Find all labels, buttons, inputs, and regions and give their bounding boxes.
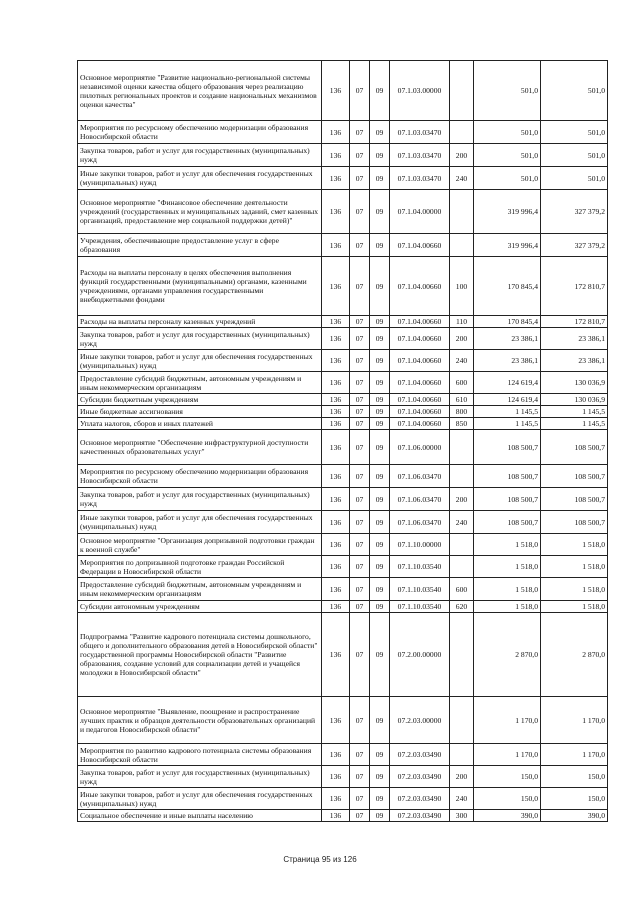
row-section-code: 07 [350,167,370,190]
row-subsection-code: 09 [370,61,390,121]
row-amount-second-year: 1 170,0 [541,744,608,766]
row-expense-type-code: 620 [450,601,474,613]
row-amount-second-year: 1 518,0 [541,534,608,556]
row-name: Иные закупки товаров, работ и услуг для обеспечения государственных (муниципальных) нужд [78,350,322,372]
row-amount-first-year: 390,0 [474,810,541,822]
row-target-item-code: 07.1.04.00660 [390,406,450,418]
row-section-code: 07 [350,430,370,465]
row-section-code: 07 [350,190,370,234]
row-amount-first-year: 501,0 [474,167,541,190]
row-target-item-code: 07.2.03.03490 [390,788,450,810]
row-section-code: 07 [350,511,370,534]
row-amount-first-year: 1 145,5 [474,418,541,430]
row-amount-first-year: 23 386,1 [474,350,541,372]
row-amount-second-year: 327 379,2 [541,190,608,234]
row-grbs-code: 136 [322,465,350,488]
row-amount-second-year: 172 810,7 [541,257,608,316]
row-amount-second-year: 150,0 [541,766,608,788]
row-subsection-code: 09 [370,406,390,418]
row-subsection-code: 09 [370,534,390,556]
row-subsection-code: 09 [370,234,390,257]
row-target-item-code: 07.1.10.03540 [390,578,450,601]
row-subsection-code: 09 [370,372,390,394]
row-expense-type-code: 200 [450,488,474,511]
row-grbs-code: 136 [322,601,350,613]
row-expense-type-code [450,190,474,234]
row-grbs-code: 136 [322,613,350,697]
row-name: Подпрограмма "Развитие кадрового потенциала системы дошкольного, общего и дополнительного образования детей в Новосибирской области" государственной программы Новосибирской области "Развитие образования, создание условий для социализации детей и учащейся молодежи в Новосибирской области" [78,613,322,697]
row-expense-type-code [450,744,474,766]
row-section-code: 07 [350,810,370,822]
row-subsection-code: 09 [370,144,390,167]
row-amount-second-year: 501,0 [541,144,608,167]
row-grbs-code: 136 [322,394,350,406]
row-section-code: 07 [350,766,370,788]
row-section-code: 07 [350,601,370,613]
row-amount-first-year: 124 619,4 [474,372,541,394]
table-row [78,61,608,121]
row-amount-first-year: 319 996,4 [474,190,541,234]
row-section-code: 07 [350,556,370,578]
row-section-code: 07 [350,328,370,350]
row-expense-type-code [450,465,474,488]
budget-table-body [78,61,608,822]
row-grbs-code: 136 [322,556,350,578]
row-amount-first-year: 1 170,0 [474,697,541,744]
page-number-footer: Страница 95 из 126 [283,855,357,864]
row-section-code: 07 [350,257,370,316]
row-amount-second-year: 23 386,1 [541,328,608,350]
row-expense-type-code: 240 [450,511,474,534]
table-row [78,406,608,418]
row-grbs-code: 136 [322,234,350,257]
row-section-code: 07 [350,488,370,511]
row-target-item-code: 07.2.00.00000 [390,613,450,697]
row-target-item-code: 07.1.03.03470 [390,144,450,167]
row-name: Субсидии бюджетным учреждениям [78,394,322,406]
row-amount-second-year: 501,0 [541,61,608,121]
row-expense-type-code: 300 [450,810,474,822]
row-amount-first-year: 170 845,4 [474,257,541,316]
table-row [78,430,608,465]
row-amount-first-year: 108 500,7 [474,511,541,534]
row-amount-first-year: 23 386,1 [474,328,541,350]
row-subsection-code: 09 [370,766,390,788]
row-target-item-code: 07.2.03.03490 [390,766,450,788]
row-amount-second-year: 1 145,5 [541,406,608,418]
row-subsection-code: 09 [370,744,390,766]
row-expense-type-code: 800 [450,406,474,418]
row-subsection-code: 09 [370,167,390,190]
table-row [78,766,608,788]
row-name: Уплата налогов, сборов и иных платежей [78,418,322,430]
row-grbs-code: 136 [322,316,350,328]
table-row [78,488,608,511]
row-target-item-code: 07.1.03.03470 [390,167,450,190]
row-grbs-code: 136 [322,578,350,601]
row-target-item-code: 07.1.04.00660 [390,316,450,328]
row-target-item-code: 07.1.04.00660 [390,394,450,406]
row-expense-type-code [450,121,474,144]
row-amount-second-year: 501,0 [541,121,608,144]
row-section-code: 07 [350,234,370,257]
table-row [78,578,608,601]
row-amount-second-year: 108 500,7 [541,465,608,488]
row-expense-type-code: 100 [450,257,474,316]
row-amount-first-year: 1 518,0 [474,601,541,613]
row-section-code: 07 [350,144,370,167]
row-section-code: 07 [350,316,370,328]
row-name: Расходы на выплаты персоналу казенных учреждений [78,316,322,328]
row-subsection-code: 09 [370,328,390,350]
row-grbs-code: 136 [322,697,350,744]
table-row [78,316,608,328]
row-subsection-code: 09 [370,350,390,372]
row-target-item-code: 07.1.06.03470 [390,511,450,534]
row-section-code: 07 [350,372,370,394]
row-subsection-code: 09 [370,578,390,601]
row-expense-type-code: 850 [450,418,474,430]
row-target-item-code: 07.2.03.03490 [390,810,450,822]
row-amount-second-year: 1 145,5 [541,418,608,430]
row-name: Основное мероприятие "Организация допризывной подготовки граждан к военной службе" [78,534,322,556]
row-target-item-code: 07.1.04.00660 [390,257,450,316]
row-name: Иные закупки товаров, работ и услуг для обеспечения государственных (муниципальных) нужд [78,167,322,190]
row-target-item-code: 07.1.04.00660 [390,234,450,257]
row-expense-type-code: 200 [450,144,474,167]
row-amount-second-year: 172 810,7 [541,316,608,328]
row-expense-type-code [450,613,474,697]
table-row [78,788,608,810]
row-subsection-code: 09 [370,190,390,234]
row-amount-first-year: 501,0 [474,61,541,121]
row-expense-type-code: 600 [450,578,474,601]
row-name: Закупка товаров, работ и услуг для государственных (муниципальных) нужд [78,766,322,788]
row-subsection-code: 09 [370,257,390,316]
row-amount-second-year: 130 036,9 [541,372,608,394]
row-amount-second-year: 1 518,0 [541,578,608,601]
row-section-code: 07 [350,534,370,556]
row-grbs-code: 136 [322,406,350,418]
table-row [78,556,608,578]
table-row [78,144,608,167]
table-row [78,328,608,350]
row-target-item-code: 07.1.04.00660 [390,372,450,394]
row-amount-first-year: 108 500,7 [474,430,541,465]
row-name: Субсидии автономным учреждениям [78,601,322,613]
table-row [78,810,608,822]
row-amount-second-year: 108 500,7 [541,488,608,511]
row-expense-type-code: 610 [450,394,474,406]
row-target-item-code: 07.2.03.00000 [390,697,450,744]
row-target-item-code: 07.1.04.00000 [390,190,450,234]
row-expense-type-code [450,61,474,121]
row-expense-type-code [450,234,474,257]
row-amount-second-year: 1 170,0 [541,697,608,744]
row-section-code: 07 [350,418,370,430]
row-target-item-code: 07.1.04.00660 [390,350,450,372]
row-expense-type-code [450,697,474,744]
row-target-item-code: 07.1.10.00000 [390,534,450,556]
table-row [78,372,608,394]
row-target-item-code: 07.1.04.00660 [390,328,450,350]
table-row [78,234,608,257]
row-amount-second-year: 23 386,1 [541,350,608,372]
row-expense-type-code [450,534,474,556]
row-amount-first-year: 319 996,4 [474,234,541,257]
row-section-code: 07 [350,613,370,697]
row-expense-type-code: 600 [450,372,474,394]
row-section-code: 07 [350,350,370,372]
row-section-code: 07 [350,406,370,418]
row-amount-first-year: 124 619,4 [474,394,541,406]
table-row [78,394,608,406]
row-section-code: 07 [350,61,370,121]
row-subsection-code: 09 [370,613,390,697]
row-subsection-code: 09 [370,488,390,511]
row-name: Предоставление субсидий бюджетным, автономным учреждениям и иным некоммерческим организациям [78,578,322,601]
row-grbs-code: 136 [322,418,350,430]
row-expense-type-code: 110 [450,316,474,328]
row-amount-first-year: 1 518,0 [474,556,541,578]
row-name: Иные закупки товаров, работ и услуг для обеспечения государственных (муниципальных) нужд [78,788,322,810]
row-name: Расходы на выплаты персоналу в целях обеспечения выполнения функций государственными (муниципальными) органами, казенными учреждениями, органами управления государственными внебюджетными фондами [78,257,322,316]
row-grbs-code: 136 [322,534,350,556]
row-grbs-code: 136 [322,372,350,394]
row-grbs-code: 136 [322,488,350,511]
row-grbs-code: 136 [322,61,350,121]
row-target-item-code: 07.1.06.00000 [390,430,450,465]
row-expense-type-code [450,430,474,465]
table-row [78,190,608,234]
row-section-code: 07 [350,394,370,406]
table-row [78,613,608,697]
table-row [78,534,608,556]
table-row [78,744,608,766]
row-subsection-code: 09 [370,418,390,430]
row-amount-second-year: 108 500,7 [541,430,608,465]
row-expense-type-code: 240 [450,788,474,810]
row-target-item-code: 07.1.06.03470 [390,488,450,511]
row-name: Закупка товаров, работ и услуг для государственных (муниципальных) нужд [78,144,322,167]
row-expense-type-code: 200 [450,328,474,350]
row-amount-second-year: 130 036,9 [541,394,608,406]
row-amount-second-year: 327 379,2 [541,234,608,257]
row-name: Закупка товаров, работ и услуг для государственных (муниципальных) нужд [78,328,322,350]
row-grbs-code: 136 [322,121,350,144]
row-amount-second-year: 501,0 [541,167,608,190]
row-name: Основное мероприятие "Обеспечение инфраструктурной доступности качественных образовательных услуг" [78,430,322,465]
row-grbs-code: 136 [322,144,350,167]
row-subsection-code: 09 [370,430,390,465]
row-name: Закупка товаров, работ и услуг для государственных (муниципальных) нужд [78,488,322,511]
row-amount-first-year: 108 500,7 [474,465,541,488]
row-amount-second-year: 150,0 [541,788,608,810]
table-row [78,121,608,144]
row-amount-first-year: 2 870,0 [474,613,541,697]
row-amount-second-year: 1 518,0 [541,601,608,613]
row-expense-type-code [450,556,474,578]
row-amount-first-year: 170 845,4 [474,316,541,328]
row-grbs-code: 136 [322,328,350,350]
row-amount-second-year: 1 518,0 [541,556,608,578]
row-grbs-code: 136 [322,744,350,766]
row-name: Предоставление субсидий бюджетным, автономным учреждениям и иным некоммерческим организациям [78,372,322,394]
row-section-code: 07 [350,697,370,744]
table-row [78,257,608,316]
row-grbs-code: 136 [322,190,350,234]
row-section-code: 07 [350,744,370,766]
table-row [78,350,608,372]
row-section-code: 07 [350,465,370,488]
row-name: Основное мероприятие "Выявление, поощрение и распространение лучших практик и образцов деятельности образовательных организаций и педагогов Новосибирской области" [78,697,322,744]
row-subsection-code: 09 [370,511,390,534]
row-target-item-code: 07.1.06.03470 [390,465,450,488]
row-target-item-code: 07.1.03.00000 [390,61,450,121]
row-grbs-code: 136 [322,167,350,190]
row-subsection-code: 09 [370,697,390,744]
row-grbs-code: 136 [322,430,350,465]
row-section-code: 07 [350,788,370,810]
row-name: Мероприятия по ресурсному обеспечению модернизации образования Новосибирской области [78,465,322,488]
row-expense-type-code: 240 [450,167,474,190]
row-name: Социальное обеспечение и иные выплаты населению [78,810,322,822]
row-grbs-code: 136 [322,257,350,316]
row-expense-type-code: 200 [450,766,474,788]
row-target-item-code: 07.2.03.03490 [390,744,450,766]
row-amount-first-year: 108 500,7 [474,488,541,511]
row-name: Основное мероприятие "Финансовое обеспечение деятельности учреждений (государственных и муниципальных заданий, смет казенных организаций, предоставление мер социальной поддержки детей)" [78,190,322,234]
row-subsection-code: 09 [370,394,390,406]
row-subsection-code: 09 [370,316,390,328]
row-amount-first-year: 1 170,0 [474,744,541,766]
row-name: Учреждения, обеспечивающие предоставление услуг в сфере образования [78,234,322,257]
table-row [78,167,608,190]
row-amount-second-year: 108 500,7 [541,511,608,534]
row-subsection-code: 09 [370,601,390,613]
row-name: Мероприятия по развитию кадрового потенциала системы образования Новосибирской области [78,744,322,766]
budget-table [77,60,608,822]
row-subsection-code: 09 [370,121,390,144]
row-grbs-code: 136 [322,788,350,810]
table-row [78,601,608,613]
row-section-code: 07 [350,578,370,601]
row-subsection-code: 09 [370,556,390,578]
row-subsection-code: 09 [370,810,390,822]
row-amount-first-year: 501,0 [474,121,541,144]
row-amount-first-year: 1 518,0 [474,534,541,556]
row-amount-second-year: 2 870,0 [541,613,608,697]
row-grbs-code: 136 [322,766,350,788]
row-section-code: 07 [350,121,370,144]
row-name: Иные закупки товаров, работ и услуг для обеспечения государственных (муниципальных) нужд [78,511,322,534]
row-subsection-code: 09 [370,788,390,810]
row-name: Мероприятия по допризывной подготовке граждан Российской Федерации в Новосибирской области [78,556,322,578]
row-amount-first-year: 501,0 [474,144,541,167]
table-row [78,697,608,744]
table-row [78,418,608,430]
row-expense-type-code: 240 [450,350,474,372]
row-target-item-code: 07.1.10.03540 [390,601,450,613]
table-row [78,511,608,534]
row-name: Основное мероприятие "Развитие национально-региональной системы независимой оценки качества общего образования через реализацию пилотных региональных проектов и создание национальных механизмов оценки качества" [78,61,322,121]
row-target-item-code: 07.1.10.03540 [390,556,450,578]
row-amount-first-year: 150,0 [474,766,541,788]
row-target-item-code: 07.1.04.00660 [390,418,450,430]
row-amount-first-year: 1 145,5 [474,406,541,418]
row-grbs-code: 136 [322,511,350,534]
row-amount-second-year: 390,0 [541,810,608,822]
row-name: Иные бюджетные ассигнования [78,406,322,418]
table-row [78,465,608,488]
row-target-item-code: 07.1.03.03470 [390,121,450,144]
row-grbs-code: 136 [322,810,350,822]
row-amount-first-year: 1 518,0 [474,578,541,601]
row-subsection-code: 09 [370,465,390,488]
row-amount-first-year: 150,0 [474,788,541,810]
row-grbs-code: 136 [322,350,350,372]
row-name: Мероприятия по ресурсному обеспечению модернизации образования Новосибирской области [78,121,322,144]
